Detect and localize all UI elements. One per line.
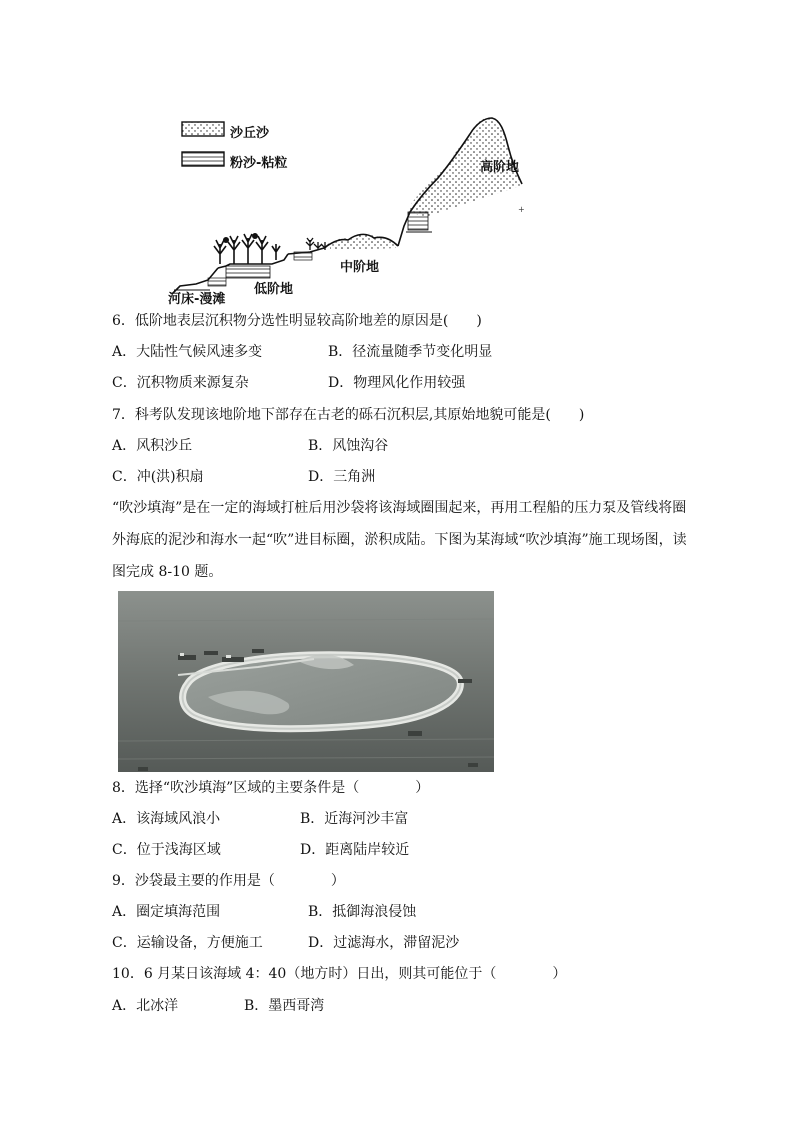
river-bed-label: 河床-漫滩 — [168, 292, 226, 307]
reclamation-site-photo — [118, 591, 494, 772]
q8-option-a: A．该海域风浪小 — [112, 811, 221, 827]
q10-stem: 10．6 月某日该海域 4：40（地方时）日出，则其可能位于（ ） — [112, 966, 567, 982]
q9-option-d: D．过滤海水，滞留泥沙 — [308, 935, 460, 951]
high-terrace-label: 高阶地 — [480, 160, 520, 175]
legend-dune-sand-label: 沙丘沙 — [230, 126, 270, 141]
q9-option-b: B．抵御海浪侵蚀 — [308, 904, 417, 920]
q7-option-b: B．风蚀沟谷 — [308, 438, 389, 454]
terrace-profile-graphic — [160, 108, 540, 308]
q6-stem: 6．低阶地表层沉积物分选性明显较高阶地差的原因是( ) — [112, 313, 482, 329]
svg-text:+: + — [518, 205, 525, 214]
q10-option-a: A．北冰洋 — [112, 998, 179, 1014]
q7-option-a: A．风积沙丘 — [112, 438, 193, 454]
q7-option-c: C．冲(洪)积扇 — [112, 469, 204, 485]
q9-option-a: A．圈定填海范围 — [112, 904, 221, 920]
q9-stem: 9．沙袋最主要的作用是（ ） — [112, 873, 345, 889]
q8-option-d: D．距离陆岸较近 — [300, 842, 410, 858]
q9-option-c: C．运输设备，方便施工 — [112, 935, 263, 951]
q7-option-d: D．三角洲 — [308, 469, 376, 485]
q8-option-c: C．位于浅海区域 — [112, 842, 221, 858]
q10-option-b: B．墨西哥湾 — [244, 998, 325, 1014]
mid-terrace-label: 中阶地 — [340, 260, 380, 275]
q6-option-b: B．径流量随季节变化明显 — [328, 344, 493, 360]
terrace-diagram — [160, 108, 540, 308]
low-terrace-label: 低阶地 — [254, 282, 294, 297]
q8-stem: 8．选择“吹沙填海”区域的主要条件是（ ） — [112, 780, 430, 796]
q6-option-d: D．物理风化作用较强 — [328, 375, 466, 391]
q6-option-a: A．大陆性气候风速多变 — [112, 344, 263, 360]
q6-option-c: C．沉积物质来源复杂 — [112, 375, 249, 391]
q8-option-b: B．近海河沙丰富 — [300, 811, 409, 827]
reclamation-photo-graphic — [118, 591, 494, 772]
q7-stem: 7．科考队发现该地阶地下部存在古老的砾石沉积层,其原始地貌可能是( ) — [112, 407, 585, 423]
legend-silt-clay-label: 粉沙-粘粒 — [230, 156, 288, 171]
passage-text: “吹沙填海”是在一定的海域打桩后用沙袋将该海域圈围起来，再用工程船的压力泵及管线将圈外海底的泥沙和海水一起“吹”进目标圈，淤积成陆。下图为某海域“吹沙填海”施工现场图，读图完成 8-10 题。 — [112, 500, 687, 580]
